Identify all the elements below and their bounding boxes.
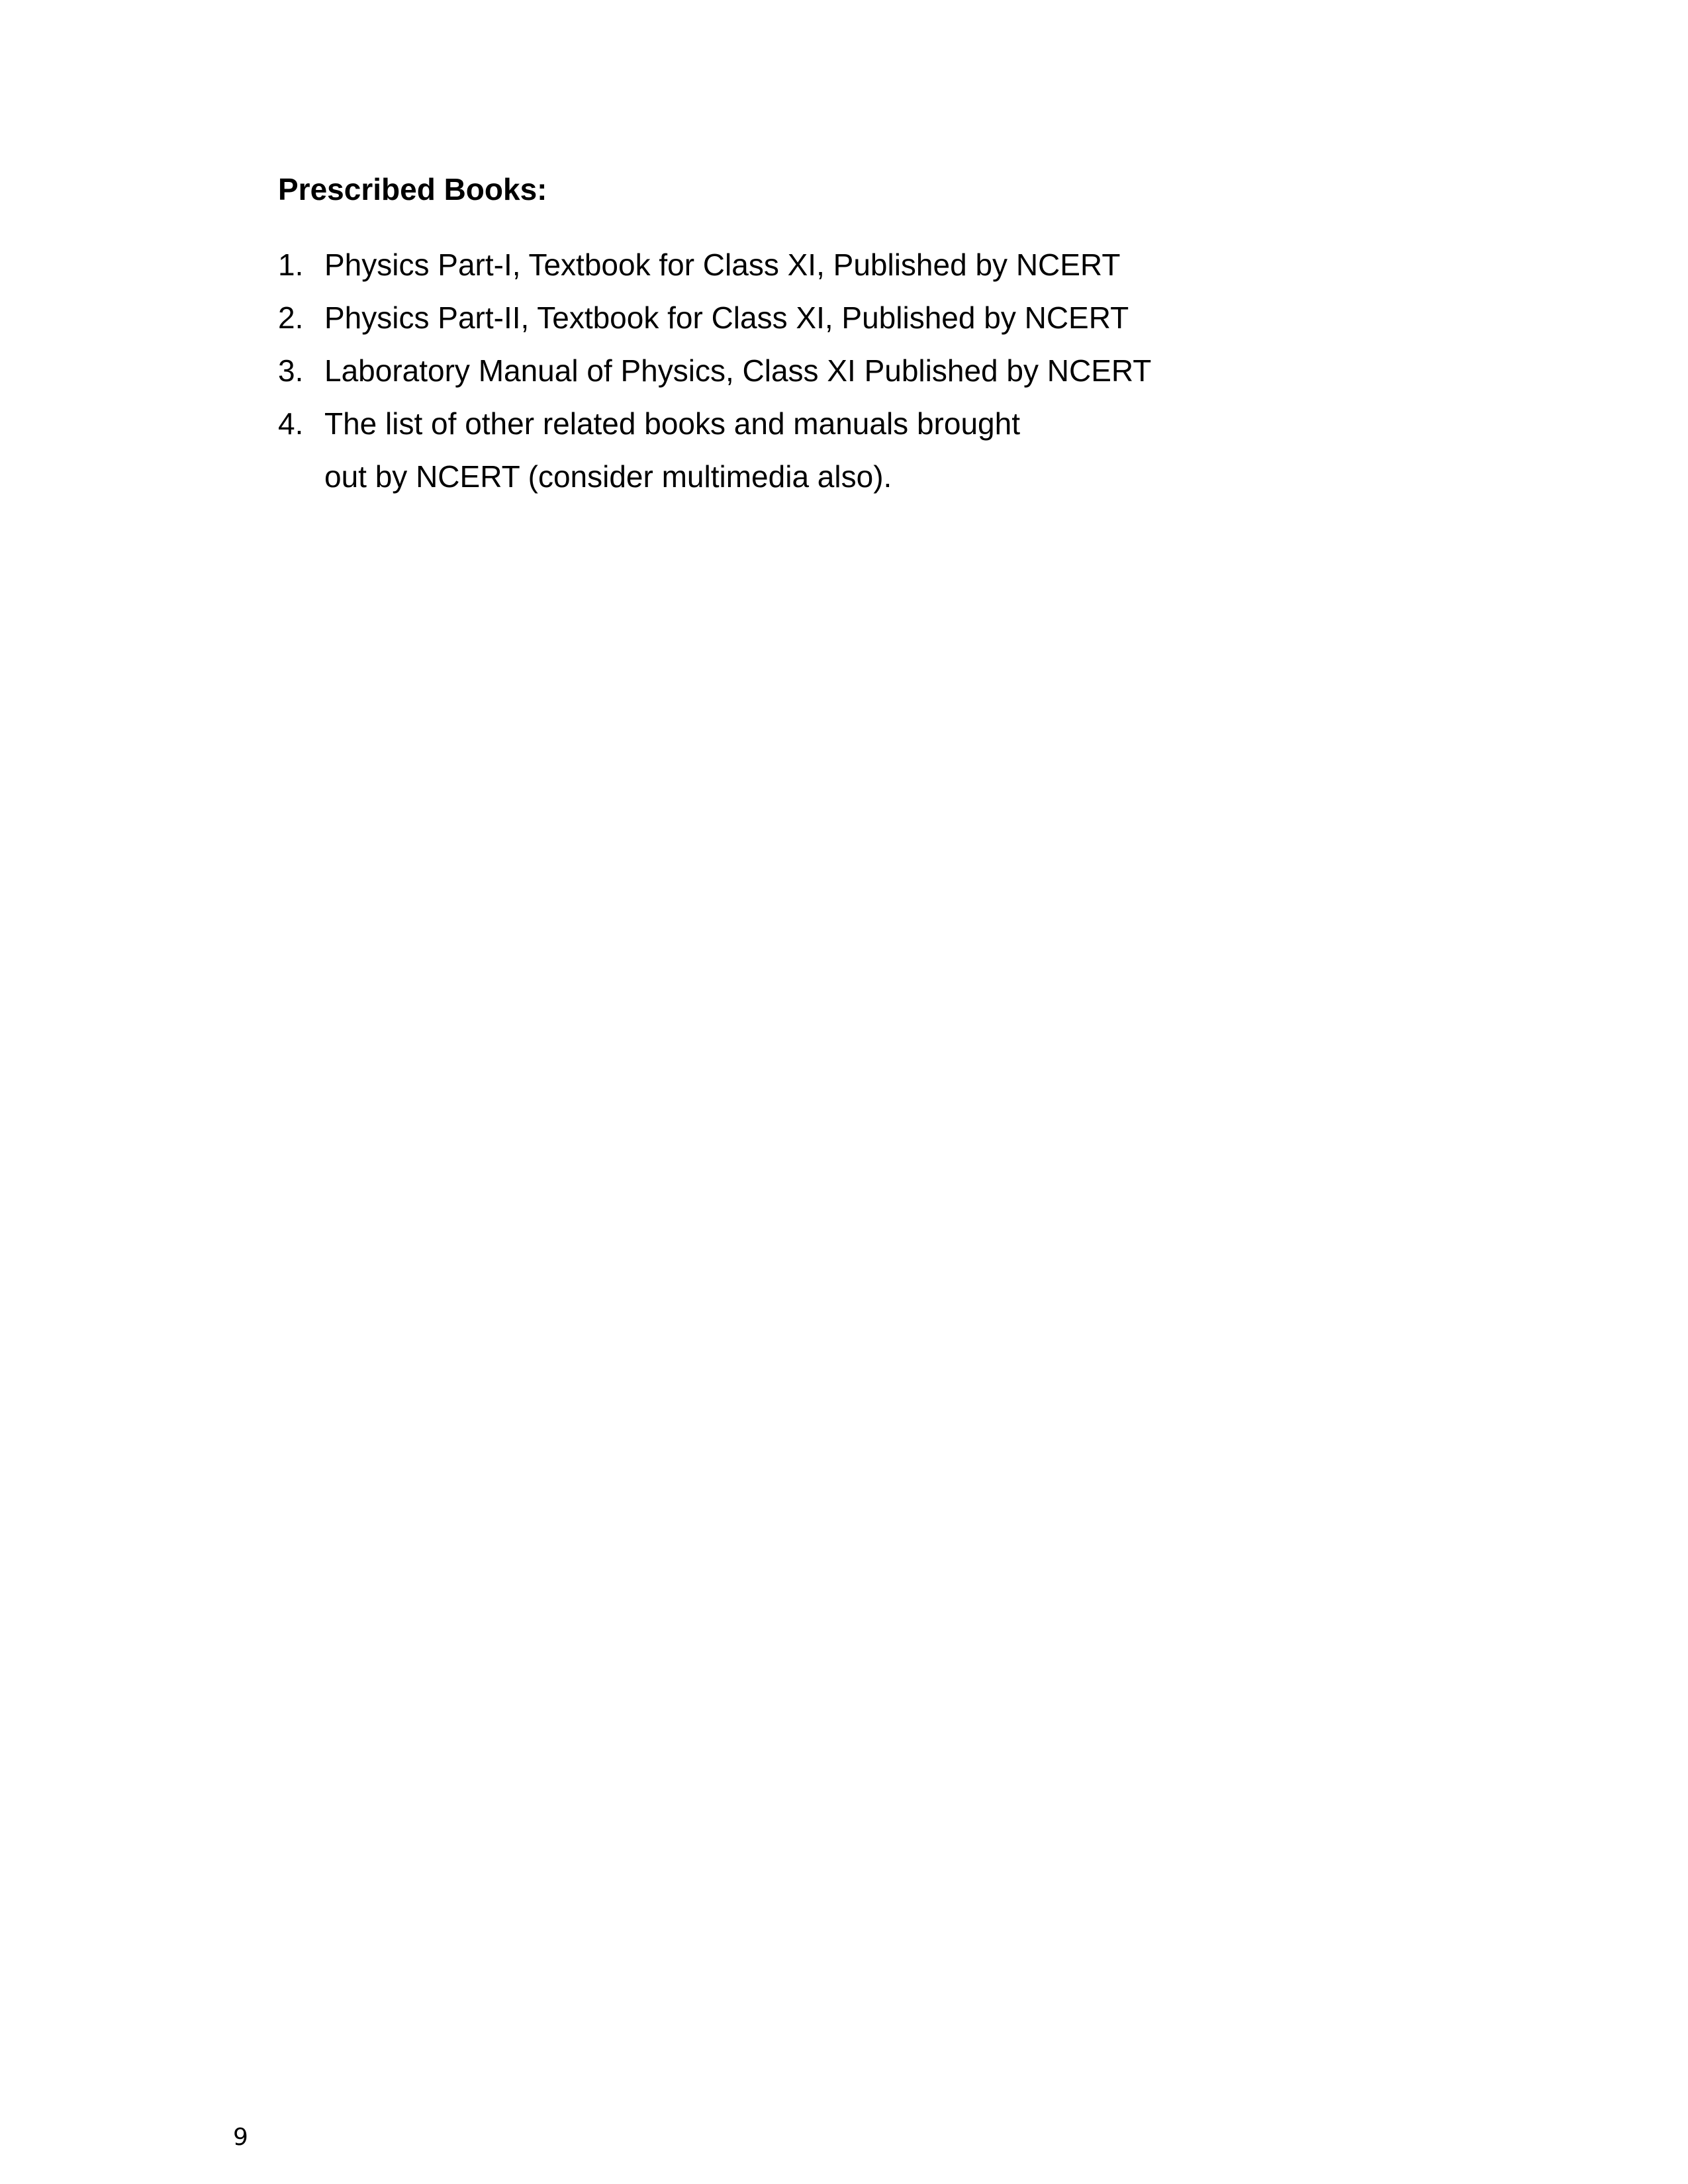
list-item-text [324,291,1129,344]
list-item-line: Physics Part-I, Textbook for Class XI, Published by NCERT [324,248,1121,282]
list-item-number: 4. [278,406,304,441]
section-heading: Prescribed Books: [278,172,547,206]
list-item [278,238,1151,291]
list-item-text [324,344,1151,397]
list-item-line: The list of other related books and manuals brought [324,406,1020,441]
list-item [278,344,1151,397]
list-item-text [324,397,1020,503]
list-item-number: 2. [278,300,304,335]
list-item-number: 3. [278,353,304,388]
list-item [278,397,1151,503]
prescribed-books-list [278,238,1151,503]
list-item-line: Physics Part-II, Textbook for Class XI, Published by NCERT [324,300,1129,335]
list-item-text [324,238,1120,291]
list-item-line: Laboratory Manual of Physics, Class XI Published by NCERT [324,353,1152,388]
list-item-number: 1. [278,248,304,282]
list-item-line: out by NCERT (consider multimedia also). [324,459,892,494]
page-number: 9 [233,2124,248,2151]
list-item [278,291,1151,344]
